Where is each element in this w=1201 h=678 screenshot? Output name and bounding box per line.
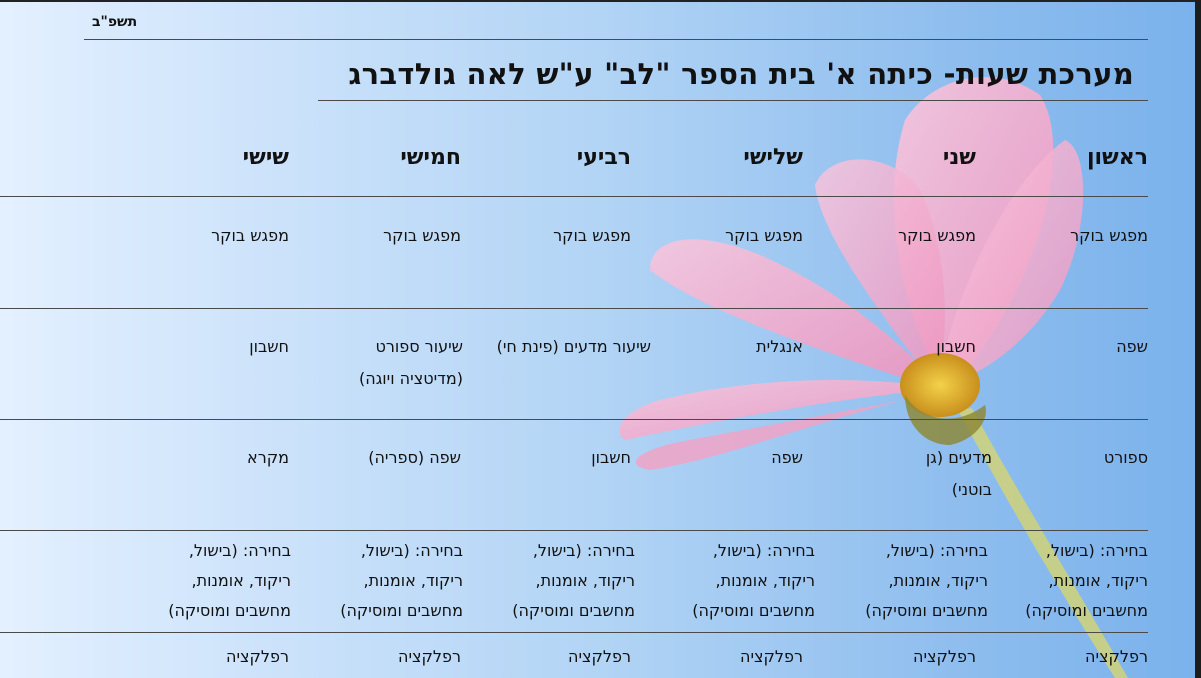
cell-r3-tuesday: שפה [771, 448, 803, 467]
cell-r3-wednesday: חשבון [591, 448, 631, 467]
day-header-friday: שישי [242, 145, 289, 170]
row-divider [0, 632, 1148, 633]
day-header-thursday: חמישי [400, 145, 461, 170]
cell-r5-friday: רפלקציה [226, 647, 289, 666]
day-header-tuesday: שלישי [743, 145, 803, 170]
cell-r1-wednesday: מפגש בוקר [553, 226, 631, 245]
cell-r5-tuesday: רפלקציה [740, 647, 803, 666]
cell-r5-sunday: רפלקציה [1085, 647, 1148, 666]
divider [318, 100, 1148, 101]
cell-r4-friday: בחירה: (בישול, ריקוד, אומנות, מחשבים ומוסיקה) [168, 541, 291, 620]
cell-r5-monday: רפלקציה [913, 647, 976, 666]
cell-r1-sunday: מפגש בוקר [1070, 226, 1148, 245]
cell-r2-friday: חשבון [249, 337, 289, 356]
cell-r1-monday: מפגש בוקר [898, 226, 976, 245]
cell-r4-sunday: בחירה: (בישול, ריקוד, אומנות, מחשבים ומוסיקה) [1025, 541, 1148, 620]
cell-r2-wednesday: שיעור מדעים (פינת חי) [496, 337, 651, 356]
row-divider [0, 196, 1148, 197]
cell-r4-wednesday: בחירה: (בישול, ריקוד, אומנות, מחשבים ומוסיקה) [512, 541, 635, 620]
cell-r3-sunday: ספורט [1103, 448, 1148, 467]
cell-r3-friday: מקרא [247, 448, 289, 467]
day-header-wednesday: רביעי [576, 145, 631, 170]
right-edge [1195, 0, 1201, 678]
row-divider [0, 530, 1148, 531]
cell-r1-friday: מפגש בוקר [211, 226, 289, 245]
cell-r4-tuesday: בחירה: (בישול, ריקוד, אומנות, מחשבים ומוסיקה) [692, 541, 815, 620]
day-header-monday: שני [942, 145, 976, 170]
cell-r2-thursday: שיעור ספורט (מדיטציה ויוגה) [359, 337, 463, 388]
cell-r2-sunday: שפה [1116, 337, 1148, 356]
cell-r5-thursday: רפלקציה [398, 647, 461, 666]
cell-r2-tuesday: אנגלית [756, 337, 803, 356]
row-divider [0, 308, 1148, 309]
cell-r5-wednesday: רפלקציה [568, 647, 631, 666]
divider [84, 39, 1148, 40]
cell-r1-thursday: מפגש בוקר [383, 226, 461, 245]
cell-r4-monday: בחירה: (בישול, ריקוד, אומנות, מחשבים ומוסיקה) [865, 541, 988, 620]
top-border [0, 0, 1201, 2]
cell-r2-monday: חשבון [936, 337, 976, 356]
cell-r3-thursday: שפה (ספריה) [368, 448, 461, 467]
day-header-sunday: ראשון [1086, 145, 1148, 170]
year-label: תשפ"ב [92, 14, 138, 30]
row-divider [0, 419, 1148, 420]
cell-r4-thursday: בחירה: (בישול, ריקוד, אומנות, מחשבים ומוסיקה) [340, 541, 463, 620]
cell-r3-monday: מדעים (גן בוטני) [925, 448, 992, 499]
page-title: מערכת שעות- כיתה א' בית הספר "לב" ע"ש לאה גולדברג [348, 57, 1134, 91]
cell-r1-tuesday: מפגש בוקר [725, 226, 803, 245]
